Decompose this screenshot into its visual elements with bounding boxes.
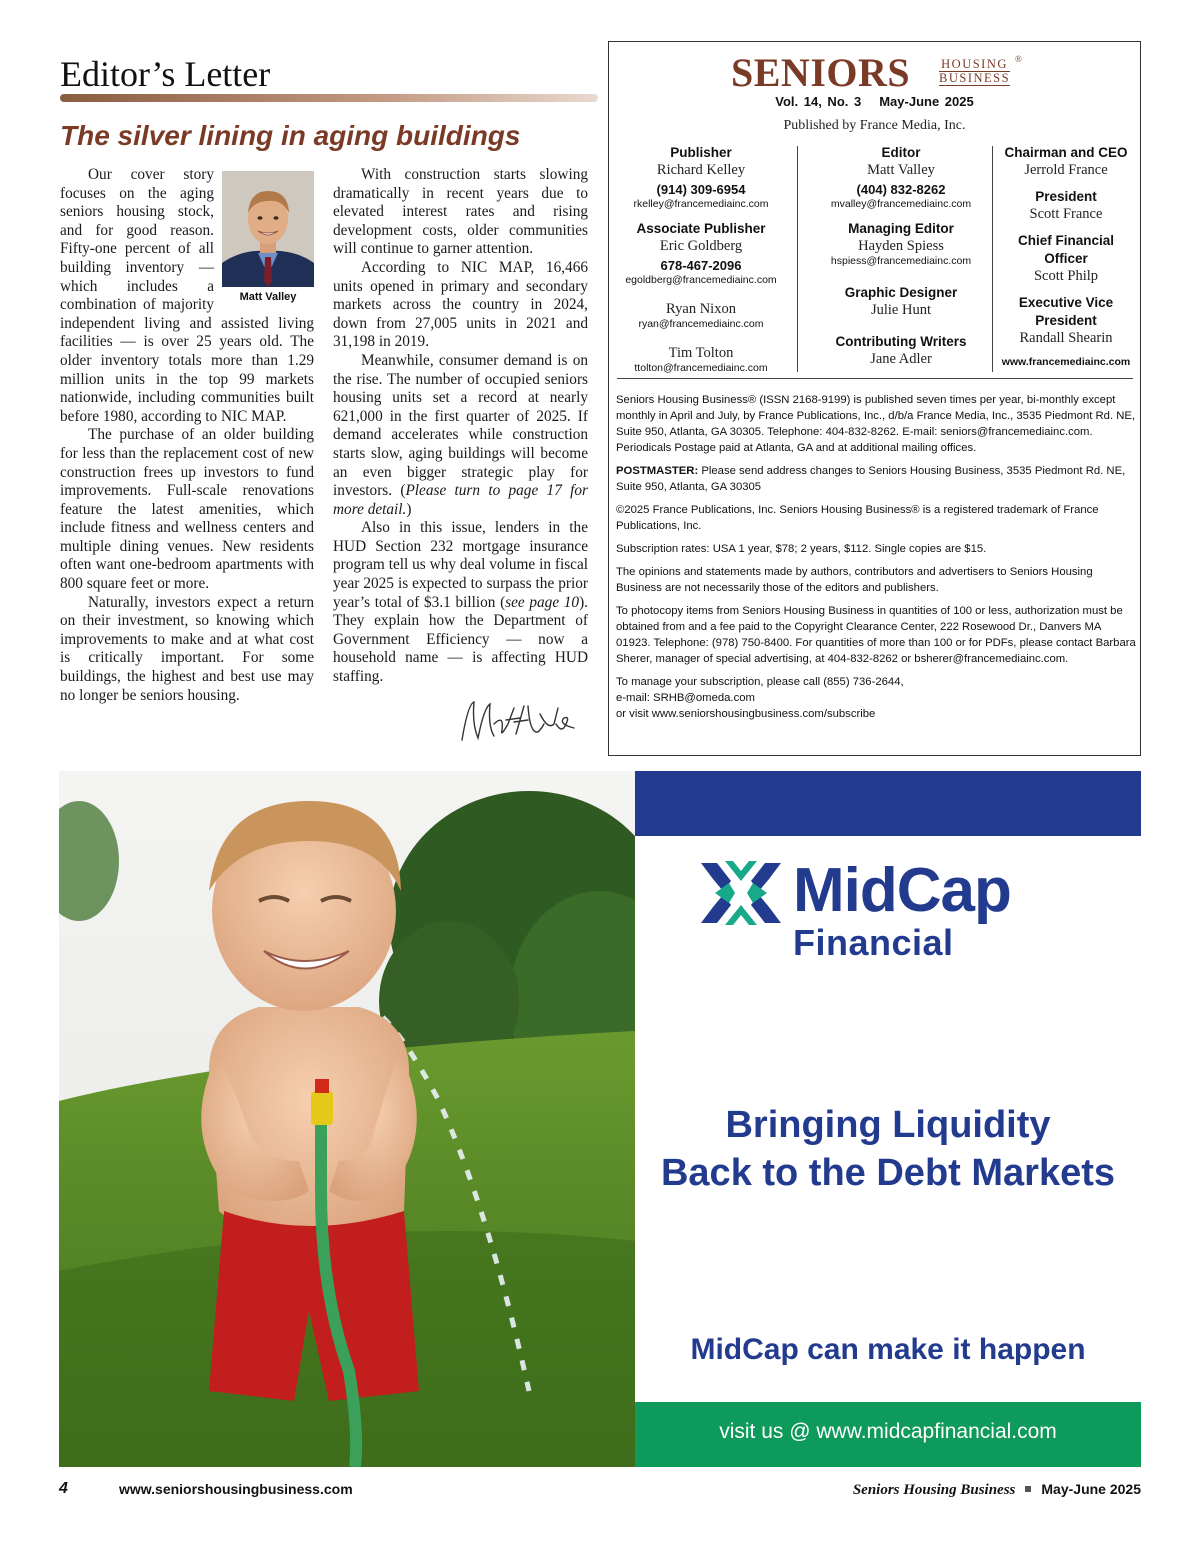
masthead-divider bbox=[617, 378, 1133, 379]
staff-name: Hayden Spiess bbox=[858, 238, 944, 254]
staff-entry bbox=[609, 220, 793, 287]
midcap-advertisement[interactable] bbox=[635, 771, 1141, 1467]
ad-cta-bar[interactable] bbox=[635, 1402, 1141, 1467]
legal-paragraph bbox=[616, 463, 1136, 495]
staff-role: Managing Editor bbox=[848, 221, 954, 236]
staff-column-1 bbox=[609, 144, 793, 384]
footer-publication-name: Seniors Housing Business bbox=[852, 1482, 1016, 1498]
paragraph bbox=[333, 519, 588, 686]
staff-role: Chief Financial bbox=[1017, 233, 1115, 248]
issue-info bbox=[609, 94, 1140, 109]
staff-role: Publisher bbox=[670, 145, 732, 160]
staff-entry bbox=[991, 144, 1141, 179]
staff-email: ttolton@francemediainc.com bbox=[634, 362, 768, 374]
staff-email: egoldberg@francemediainc.com bbox=[625, 274, 777, 286]
legal-paragraph: To photocopy items from Seniors Housing Business in quantities of 100 or less, authorization must be obtained from and a fee paid to the Copyright Clearance Center, 222 Rosewood Dr., Danvers MA 01923. Telephone: (978) 750-8400. For quantities of more than 100 or for PDFs, please contact Barbara Sherer, manager of special advertising, at 404-832-8262 or bsherer@francemediainc.com. bbox=[616, 605, 1136, 665]
staff-name: Ryan Nixon bbox=[666, 301, 736, 317]
volume-number: Vol. 14, No. 3 bbox=[775, 94, 862, 109]
staff-email: mvalley@francemediainc.com bbox=[830, 198, 972, 210]
editor-photo bbox=[222, 171, 314, 287]
legal-paragraph: Subscription rates: USA 1 year, $78; 2 years, $112. Single copies are $15. bbox=[616, 543, 987, 555]
section-header bbox=[60, 52, 600, 96]
paragraph: Our cover story focuses on the aging seniors housing stock, and for good reason. Fifty-one percent of all building inventory — which includes a combination of majority independent living and assisted living facilities — is over 25 years old. The older inventory totals more than 1.29 million units in the top 99 markets nationwide, including communities built before 1980, according to NIC MAP. bbox=[60, 166, 314, 425]
staff-name: Scott Philp bbox=[1033, 268, 1099, 284]
child-with-hose-illustration bbox=[59, 771, 635, 1467]
section-divider bbox=[60, 94, 598, 102]
staff-phone: (914) 309-6954 bbox=[656, 182, 746, 197]
staff-name: Richard Kelley bbox=[656, 162, 746, 178]
subscription-line: To manage your subscription, please call (855) 736-2644, bbox=[616, 676, 904, 688]
subscription-line: e-mail: SRHB@omeda.com bbox=[616, 692, 755, 704]
staff-role: Associate Publisher bbox=[636, 221, 766, 236]
ad-headline-line: Back to the Debt Markets bbox=[660, 1152, 1115, 1194]
publication-logo bbox=[731, 50, 1031, 96]
logo-line-business: BUSINESS bbox=[939, 71, 1011, 85]
editor-signature bbox=[458, 694, 578, 746]
ad-photo bbox=[59, 771, 635, 1467]
paragraph bbox=[333, 352, 588, 519]
staff-entry bbox=[609, 144, 793, 211]
editor-photo-caption: Matt Valley bbox=[239, 291, 297, 303]
staff-role: Editor bbox=[881, 145, 921, 160]
ad-top-bar bbox=[635, 771, 1141, 836]
staff-phone: 678-467-2096 bbox=[660, 258, 742, 273]
staff-role: Chairman and CEO bbox=[1004, 145, 1128, 160]
ad-headline-line: Bringing Liquidity bbox=[725, 1104, 1051, 1146]
staff-email: rkelley@francemediainc.com bbox=[633, 198, 769, 210]
ad-cta-link[interactable]: visit us @ www.midcapfinancial.com bbox=[719, 1420, 1057, 1443]
staff-entry bbox=[609, 345, 793, 375]
staff-role: Officer bbox=[1044, 251, 1088, 266]
letter-column-2 bbox=[333, 166, 588, 687]
editor-portrait bbox=[222, 171, 314, 303]
paragraph-text: ). They explain how the Department of Government Efficiency — now a household name — is affecting HUD staffing. bbox=[333, 593, 588, 686]
footer-issue-date: May-June 2025 bbox=[1041, 1481, 1141, 1497]
footer-publication-info bbox=[853, 1481, 1141, 1499]
staff-role: Executive Vice bbox=[1018, 295, 1114, 310]
staff-role: Contributing Writers bbox=[835, 334, 967, 349]
staff-name: Jane Adler bbox=[870, 351, 932, 367]
staff-name: Julie Hunt bbox=[870, 302, 931, 318]
page-reference: Please turn to page 17 for more detail. bbox=[333, 482, 588, 518]
postmaster-text: Please send address changes to Seniors Housing Business, 3535 Piedmont Rd. NE, Suite 950, Atlanta, GA 30305 bbox=[616, 465, 1126, 493]
staff-entry bbox=[801, 284, 1001, 319]
logo-wordmark: SENIORS bbox=[731, 50, 911, 95]
company-website[interactable]: www.francemediainc.com bbox=[1001, 356, 1131, 368]
staff-name: Randall Shearin bbox=[1019, 330, 1113, 346]
staff-role: President bbox=[1035, 189, 1097, 204]
page-number: 4 bbox=[59, 1480, 68, 1497]
issue-date: May-June 2025 bbox=[879, 94, 974, 109]
legal-paragraph: ©2025 France Publications, Inc. Seniors Housing Business® is a registered trademark of France Publications, Inc. bbox=[616, 504, 1099, 532]
staff-name: Matt Valley bbox=[867, 162, 935, 178]
midcap-logo-icon bbox=[701, 853, 781, 933]
staff-phone: (404) 832-8262 bbox=[856, 182, 946, 197]
logo-line-housing: HOUSING bbox=[939, 58, 1010, 72]
paragraph: With construction starts slowing dramatically in recent years due to elevated interest rates and rising development costs, older communities will continue to garner attention. bbox=[333, 166, 588, 258]
staff-name: Scott France bbox=[1029, 206, 1103, 222]
staff-role: Graphic Designer bbox=[844, 285, 958, 300]
legal-paragraph: The opinions and statements made by authors, contributors and advertisers to Seniors Housing Business are not necessarily those of the editors and publishers. bbox=[616, 566, 1093, 594]
staff-name: Jerrold France bbox=[1024, 162, 1108, 178]
staff-column-2 bbox=[801, 144, 1001, 377]
staff-entry bbox=[801, 220, 1001, 268]
staff-entry bbox=[801, 333, 1001, 368]
article-headline: The silver lining in aging buildings bbox=[60, 120, 521, 151]
paragraph-text: Also in this issue, lenders in the HUD Section 232 mortgage insurance program tell us why deal volume in fiscal year 2025 is expected to surpass the prior year’s total of $3.1 billion ( bbox=[333, 519, 588, 611]
page-reference: see page 10 bbox=[505, 593, 580, 611]
subscription-line: or visit www.seniorshousingbusiness.com/subscribe bbox=[616, 708, 876, 720]
staff-column-3 bbox=[991, 144, 1141, 368]
postmaster-label: POSTMASTER: bbox=[616, 465, 699, 477]
publisher-line: Published by France Media, Inc. bbox=[783, 118, 966, 133]
paragraph-text: ) bbox=[406, 500, 412, 518]
staff-entry bbox=[991, 188, 1141, 223]
ad-brand-name: MidCap bbox=[793, 856, 1011, 925]
staff-name: Tim Tolton bbox=[668, 345, 734, 361]
masthead-box bbox=[608, 41, 1141, 756]
subscription-info bbox=[616, 674, 1136, 722]
paragraph: The purchase of an older building for less than the replacement cost of new construction frees up investors to fund improvements. Full-scale renovations feature the latest amenities, which include fitness and wellness centers and multiple dining venues. New residents often want one-bedroom apartments with 800 square feet or more. bbox=[60, 426, 314, 593]
staff-email: hspiess@francemediainc.com bbox=[830, 255, 972, 267]
legal-paragraph: Seniors Housing Business® (ISSN 2168-9199) is published seven times per year, bi-monthly except monthly in April and July, by France Publications, Inc., d/b/a France Media, Inc., 3535 Piedmont Rd. NE, Suite 950, Atlanta, GA 30305. Telephone: 404-832-8262. E-mail: seniors@francemediainc.com. Periodicals Postage paid at Atlanta, GA and at additional mailing offices. bbox=[616, 394, 1136, 454]
ad-brand-subtitle: Financial bbox=[793, 922, 954, 963]
logo-subtitle bbox=[939, 58, 1010, 86]
square-separator-icon bbox=[1025, 1486, 1031, 1492]
paragraph: According to NIC MAP, 16,466 units opened in primary and secondary markets across the country in 2024, down from 27,005 units in 2021 and 31,198 in 2019. bbox=[333, 258, 588, 351]
staff-entry bbox=[609, 301, 793, 331]
staff-entry bbox=[801, 144, 1001, 211]
paragraph-text: Meanwhile, consumer demand is on the rise. The number of occupied seniors housing units set a record at nearly 621,000 in the first quarter of 2025. If demand accelerates while construction starts slow, aging buildings will become an even bigger strategic play for investors. ( bbox=[333, 351, 588, 500]
paragraph: Naturally, investors expect a return on their investment, so knowing which improvements to make and at what cost is critically important. For some buildings, the highest and best use may no longer be seniors housing. bbox=[60, 593, 314, 704]
ad-headline bbox=[635, 1101, 1141, 1197]
legal-notice bbox=[616, 392, 1136, 729]
footer-website[interactable]: www.seniorshousingbusiness.com bbox=[119, 1481, 353, 1497]
staff-entry bbox=[991, 232, 1141, 285]
staff-role: President bbox=[1035, 313, 1097, 328]
ad-tagline: MidCap can make it happen bbox=[690, 1333, 1086, 1366]
staff-name: Eric Goldberg bbox=[659, 238, 743, 254]
registered-mark: ® bbox=[1015, 54, 1022, 64]
column-separator bbox=[797, 146, 798, 372]
staff-entry bbox=[991, 294, 1141, 347]
letter-column-1 bbox=[60, 166, 314, 705]
staff-email: ryan@francemediainc.com bbox=[638, 318, 764, 330]
section-title: Editor’s Letter bbox=[60, 54, 271, 94]
